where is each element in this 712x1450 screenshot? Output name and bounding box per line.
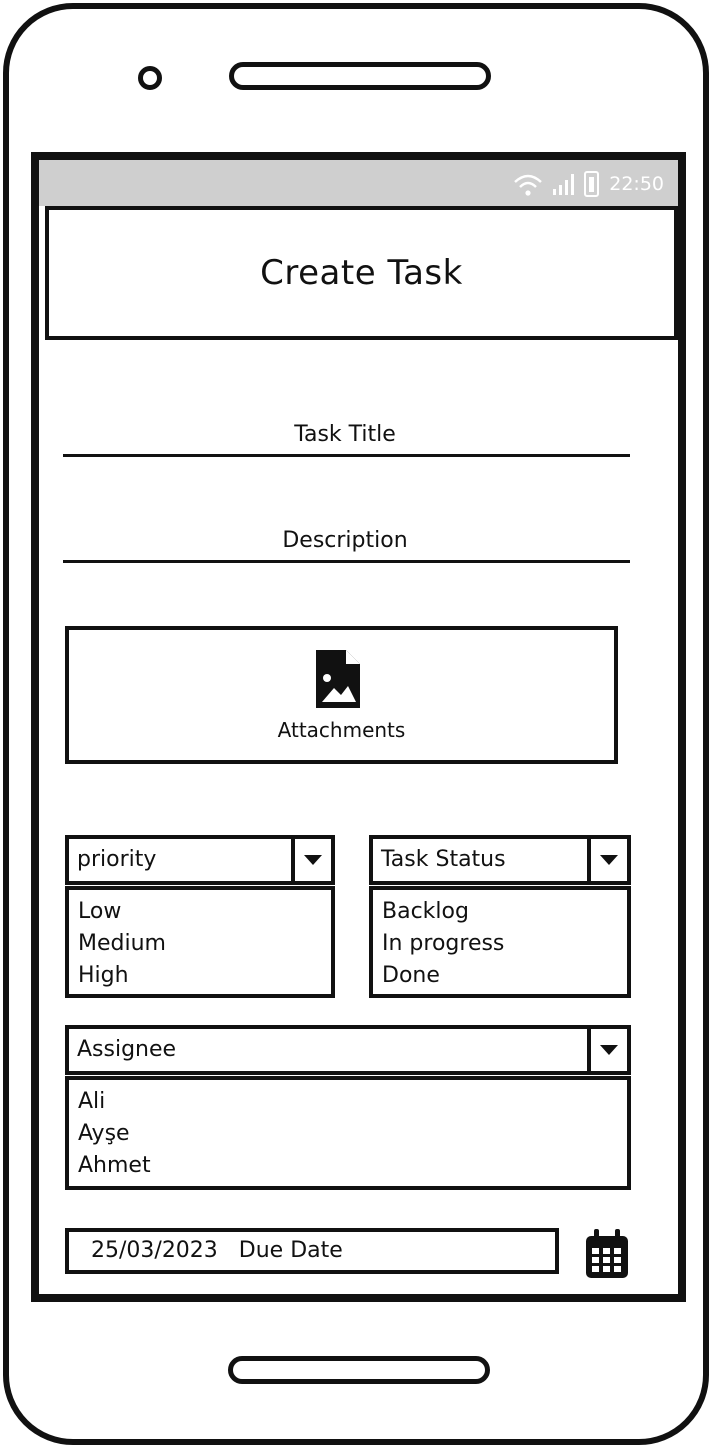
screen (31, 152, 686, 1302)
status-bar (39, 160, 678, 206)
assignee-options (65, 1076, 631, 1190)
task-title-input[interactable]: Task Title (294, 422, 396, 447)
description-underline (63, 560, 630, 563)
chevron-down-icon[interactable] (291, 839, 331, 881)
page-header (45, 206, 678, 340)
camera-icon (138, 66, 162, 90)
assignee-selected: Assignee (77, 1037, 177, 1062)
priority-selected: priority (77, 847, 157, 872)
task-status-dropdown[interactable] (369, 835, 631, 885)
status-time: 22:50 (609, 173, 664, 195)
file-image-icon (314, 648, 362, 710)
description-input[interactable]: Description (282, 528, 408, 553)
status-option-in-progress[interactable]: In progress (382, 931, 505, 956)
assignee-dropdown[interactable] (65, 1025, 631, 1075)
wifi-icon (513, 172, 543, 196)
speaker-grille (229, 62, 491, 90)
signal-icon (553, 173, 574, 195)
priority-options (65, 886, 335, 998)
due-date-input[interactable] (65, 1228, 559, 1274)
priority-option-high[interactable]: High (78, 963, 129, 988)
assignee-option-ahmet[interactable]: Ahmet (78, 1153, 151, 1178)
status-option-backlog[interactable]: Backlog (382, 899, 469, 924)
assignee-option-ali[interactable]: Ali (78, 1089, 106, 1114)
battery-icon (584, 171, 599, 197)
assignee-option-ayse[interactable]: Ayşe (78, 1121, 130, 1146)
task-status-options (369, 886, 631, 998)
status-option-done[interactable]: Done (382, 963, 440, 988)
attachments-label: Attachments (277, 718, 406, 742)
due-date-value: 25/03/2023 (91, 1238, 218, 1263)
priority-option-low[interactable]: Low (78, 899, 122, 924)
chevron-down-icon[interactable] (587, 839, 627, 881)
calendar-icon[interactable] (584, 1228, 630, 1280)
priority-option-medium[interactable]: Medium (78, 931, 166, 956)
status-icons (513, 170, 664, 198)
attachments-button[interactable] (65, 626, 618, 764)
home-button[interactable] (228, 1356, 490, 1384)
task-title-underline (63, 454, 630, 457)
page-title: Create Task (260, 253, 463, 293)
priority-dropdown[interactable] (65, 835, 335, 885)
chevron-down-icon[interactable] (587, 1029, 627, 1071)
due-date-label: Due Date (238, 1238, 343, 1263)
task-status-selected: Task Status (381, 847, 506, 872)
